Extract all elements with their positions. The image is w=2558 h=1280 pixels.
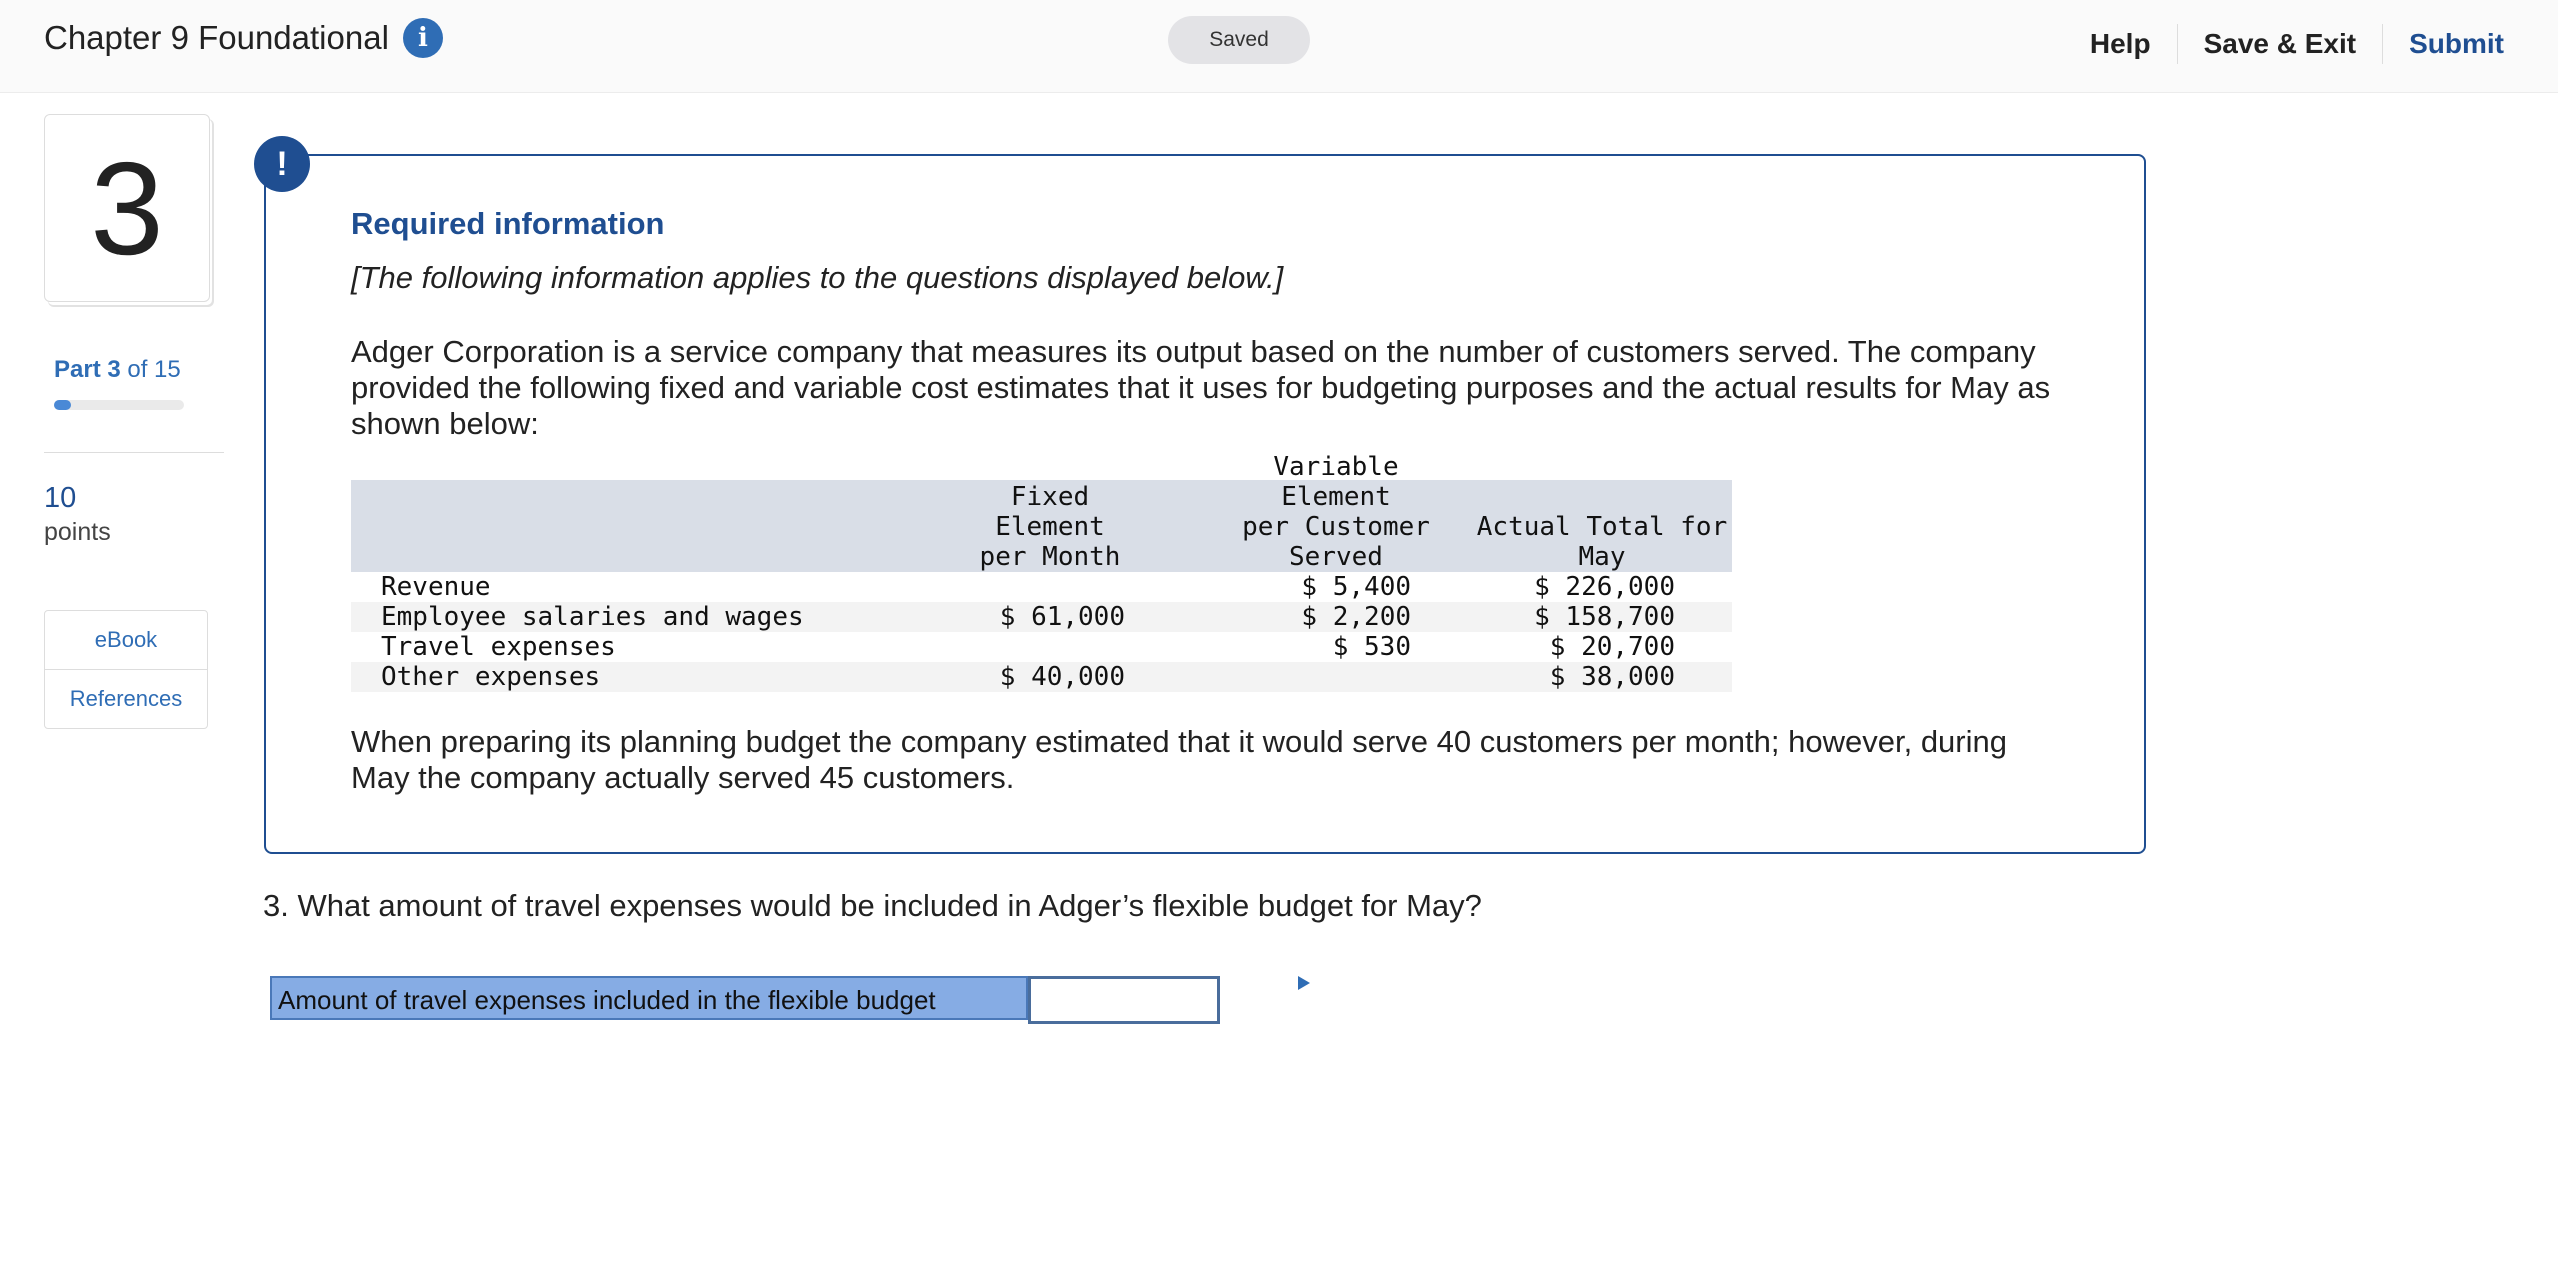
sidebar-divider: [44, 452, 224, 453]
points-value: 10: [44, 482, 77, 514]
table-header: [351, 452, 1732, 572]
info-icon[interactable]: i: [403, 18, 443, 58]
travel-expenses-answer-input[interactable]: [1028, 976, 1220, 1024]
input-flag-icon: [1298, 976, 1310, 990]
table-row: Other expenses $ 40,000 $ 38,000: [351, 662, 1732, 692]
planning-budget-paragraph: When preparing its planning budget the company estimated that it would serve 40 customers per month; however, during May the company actually served 45 customers.: [351, 724, 2007, 795]
table-row: Travel expenses $ 530 $ 20,700: [381, 632, 1675, 662]
required-info-subtitle: [The following information applies to the questions displayed below.]: [351, 260, 1284, 295]
save-exit-button[interactable]: Save & Exit: [2177, 24, 2383, 64]
part-progress-bar: [54, 400, 184, 410]
resources-panel: [44, 610, 208, 729]
header-variable-element: Variable Element per Customer Served: [1242, 452, 1430, 572]
scenario-paragraph: Adger Corporation is a service company that measures its output based on the number of customers served. The company provided the following fixed and variable cost estimates that it uses for budgeting purposes and the actual results for May as shown below:: [351, 334, 2051, 441]
question-text: 3. What amount of travel expenses would be included in Adger’s flexible budget for May?: [263, 888, 1482, 923]
assignment-title: [44, 18, 443, 58]
part-of-total: of 15: [127, 356, 181, 383]
assignment-title-text: Chapter 9 Foundational: [44, 19, 389, 56]
answer-row: [270, 976, 1220, 1024]
part-indicator: [54, 356, 181, 384]
cost-estimates-table: [351, 452, 1732, 692]
saved-status-badge: Saved: [1168, 16, 1310, 64]
part-label: Part 3: [54, 356, 121, 383]
help-button[interactable]: Help: [2089, 28, 2151, 59]
table-row: Employee salaries and wages $ 61,000 $ 2,200 $ 158,700: [351, 602, 1732, 632]
required-information-box: [264, 154, 2146, 854]
required-info-title: Required information: [351, 206, 665, 241]
submit-button[interactable]: Submit: [2382, 24, 2504, 64]
part-progress-fill: [54, 400, 71, 410]
answer-label: Amount of travel expenses included in the flexible budget: [270, 976, 1028, 1020]
points-label: points: [44, 518, 111, 546]
top-bar: [0, 0, 2558, 93]
references-button[interactable]: References: [45, 669, 207, 728]
ebook-button[interactable]: eBook: [94, 627, 158, 652]
header-actual-total: Actual Total for May: [1476, 512, 1728, 572]
table-row: Revenue $ 5,400 $ 226,000: [381, 572, 1675, 602]
alert-icon: !: [254, 136, 310, 192]
header-nav: [2064, 24, 2504, 64]
header-fixed-element: Fixed Element per Month: [979, 482, 1121, 572]
question-number: 3: [44, 114, 210, 302]
